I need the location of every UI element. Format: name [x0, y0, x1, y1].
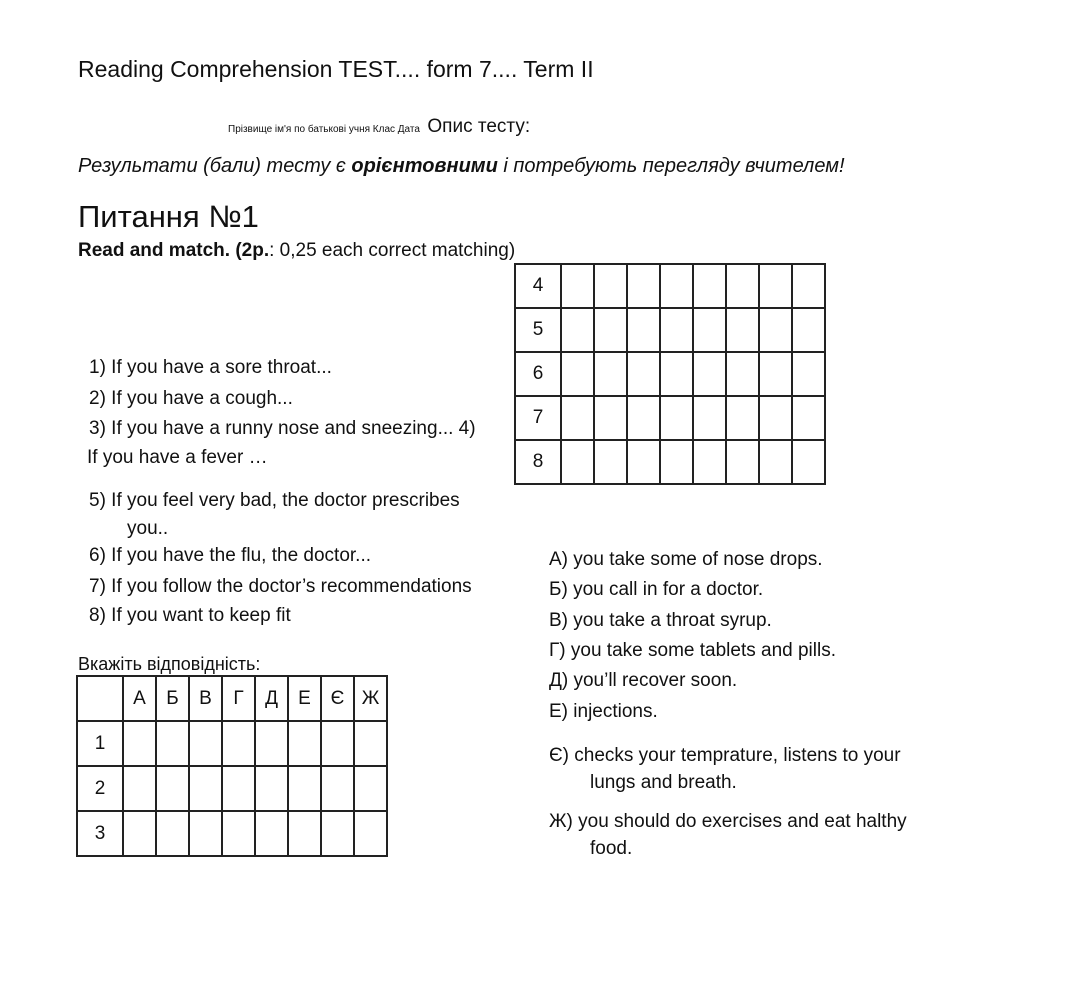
grid-cell[interactable]: [156, 721, 189, 766]
grid-cell[interactable]: [189, 766, 222, 811]
grid-cell[interactable]: [627, 264, 660, 308]
grid-cell[interactable]: [123, 766, 156, 811]
grid-cell[interactable]: [627, 396, 660, 440]
grid-cell[interactable]: [759, 308, 792, 352]
grid-cell[interactable]: [759, 264, 792, 308]
grid-cell[interactable]: [759, 396, 792, 440]
grid-column-header: Є: [321, 676, 354, 721]
prompt-item-5: 5) If you feel very bad, the doctor prescribes: [89, 490, 460, 511]
grid-column-header: А: [123, 676, 156, 721]
grid-cell[interactable]: [222, 721, 255, 766]
grid-cell[interactable]: [726, 396, 759, 440]
grid-cell[interactable]: [561, 396, 594, 440]
prompt-item-1: 1) If you have a sore throat...: [89, 357, 332, 378]
grid-cell[interactable]: [222, 766, 255, 811]
grid-cell[interactable]: [693, 352, 726, 396]
prompt-item-3: 3) If you have a runny nose and sneezing... 4): [89, 418, 476, 439]
grid-cell[interactable]: [561, 308, 594, 352]
grid-cell[interactable]: [189, 721, 222, 766]
grid-column-header: Г: [222, 676, 255, 721]
prompt-item-2: 2) If you have a cough...: [89, 388, 293, 409]
grid-cell[interactable]: [321, 721, 354, 766]
grid-cell[interactable]: [222, 811, 255, 856]
grid-cell[interactable]: [354, 766, 387, 811]
answer-option-ye-line1: Є) checks your temprature, listens to your: [549, 745, 901, 766]
grid-cell[interactable]: [156, 811, 189, 856]
grid-row-label: 5: [515, 308, 561, 352]
grid-cell[interactable]: [627, 308, 660, 352]
answer-option-zh-line2: food.: [590, 838, 633, 859]
grid-row-label: 6: [515, 352, 561, 396]
grid-row: [77, 721, 387, 766]
student-fields: Прізвище ім'я по батькові учня Клас Дата: [228, 124, 420, 135]
answer-option-ye: [549, 742, 949, 796]
answer-option-v: В) you take a throat syrup.: [549, 610, 772, 631]
grid-cell[interactable]: [726, 264, 759, 308]
grid-row: [515, 352, 825, 396]
prompt-item-7: 7) If you follow the doctor’s recommendations: [89, 576, 472, 597]
grid-cell[interactable]: [321, 766, 354, 811]
grid-cell[interactable]: [693, 440, 726, 484]
grid-cell[interactable]: [288, 721, 321, 766]
grid-row: [77, 766, 387, 811]
test-description-label: Опис тесту:: [427, 116, 531, 137]
grid-column-header: В: [189, 676, 222, 721]
grid-cell[interactable]: [759, 352, 792, 396]
grid-cell[interactable]: [660, 440, 693, 484]
grid-cell[interactable]: [594, 396, 627, 440]
grid-header-row: [77, 676, 387, 721]
prompt-item-5-cont: you..: [127, 518, 169, 539]
grid-column-header: Е: [288, 676, 321, 721]
grid-cell[interactable]: [660, 308, 693, 352]
grid-cell[interactable]: [354, 721, 387, 766]
grid-cell[interactable]: [288, 766, 321, 811]
grid-cell[interactable]: [594, 352, 627, 396]
grid-row: [515, 396, 825, 440]
indicate-label: Вкажіть відповідність:: [78, 654, 261, 674]
answer-option-e: Е) injections.: [549, 701, 658, 722]
grid-cell[interactable]: [594, 308, 627, 352]
grid-cell[interactable]: [123, 811, 156, 856]
grid-row-label: 2: [77, 766, 123, 811]
student-info-line: [228, 116, 530, 138]
grid-cell[interactable]: [255, 811, 288, 856]
grid-cell[interactable]: [726, 308, 759, 352]
grid-cell[interactable]: [693, 396, 726, 440]
grid-cell[interactable]: [123, 721, 156, 766]
grid-cell[interactable]: [792, 308, 825, 352]
grid-cell[interactable]: [561, 440, 594, 484]
answer-option-zh: [549, 808, 949, 862]
grid-cell[interactable]: [627, 440, 660, 484]
prompt-item-8: 8) If you want to keep fit: [89, 605, 291, 626]
grid-row-label: 4: [515, 264, 561, 308]
grid-cell[interactable]: [255, 721, 288, 766]
instruction-bold: Read and match. (2р.: [78, 240, 270, 261]
grid-row: [515, 264, 825, 308]
grid-column-header: Д: [255, 676, 288, 721]
answer-option-h: Г) you take some tablets and pills.: [549, 640, 836, 661]
grid-column-header: Б: [156, 676, 189, 721]
grid-cell[interactable]: [792, 396, 825, 440]
answer-option-zh-line1: Ж) you should do exercises and eat halthy: [549, 811, 907, 832]
grid-cell[interactable]: [189, 811, 222, 856]
grid-cell[interactable]: [726, 440, 759, 484]
answer-option-ye-line2: lungs and breath.: [590, 772, 737, 793]
grid-cell[interactable]: [660, 352, 693, 396]
grid-cell[interactable]: [288, 811, 321, 856]
grid-cell[interactable]: [321, 811, 354, 856]
prompt-item-4: If you have a fever …: [87, 447, 268, 468]
question-heading: Питання №1: [78, 199, 259, 234]
grid-cell[interactable]: [561, 352, 594, 396]
grid-cell[interactable]: [156, 766, 189, 811]
grid-cell[interactable]: [594, 264, 627, 308]
test-title: Reading Comprehension TEST.... form 7.... Term II: [78, 56, 594, 82]
grid-cell[interactable]: [792, 264, 825, 308]
grid-row: [515, 308, 825, 352]
grid-cell[interactable]: [792, 440, 825, 484]
answer-option-d: Д) you’ll recover soon.: [549, 670, 738, 691]
instruction-rest: : 0,25 each correct matching): [269, 240, 516, 261]
grid-cell[interactable]: [726, 352, 759, 396]
grid-cell[interactable]: [561, 264, 594, 308]
grid-cell[interactable]: [792, 352, 825, 396]
grid-cell[interactable]: [354, 811, 387, 856]
grid-cell[interactable]: [759, 440, 792, 484]
grid-cell[interactable]: [255, 766, 288, 811]
notice-text: Результати (бали) тесту є: [78, 155, 352, 177]
grid-row: [77, 811, 387, 856]
grid-cell[interactable]: [594, 440, 627, 484]
notice-text-end: і потребують перегляду вчителем!: [497, 155, 845, 177]
answer-grid-lower: [76, 675, 388, 857]
grid-cell[interactable]: [693, 308, 726, 352]
answer-option-b: Б) you call in for a doctor.: [549, 579, 764, 600]
grid-corner-cell: [77, 676, 123, 721]
grid-cell[interactable]: [660, 264, 693, 308]
grid-row: [515, 440, 825, 484]
grid-cell[interactable]: [627, 352, 660, 396]
grid-cell[interactable]: [660, 396, 693, 440]
grid-row-label: 8: [515, 440, 561, 484]
results-notice: [78, 155, 845, 178]
prompt-item-6: 6) If you have the flu, the doctor...: [89, 545, 372, 566]
question-instruction: [78, 240, 515, 262]
grid-cell[interactable]: [693, 264, 726, 308]
grid-row-label: 1: [77, 721, 123, 766]
notice-emphasis: орієнтовними: [351, 155, 498, 177]
grid-column-header: Ж: [354, 676, 387, 721]
grid-row-label: 7: [515, 396, 561, 440]
grid-row-label: 3: [77, 811, 123, 856]
answer-grid-upper: [514, 263, 826, 485]
answer-option-a: А) you take some of nose drops.: [549, 549, 823, 570]
